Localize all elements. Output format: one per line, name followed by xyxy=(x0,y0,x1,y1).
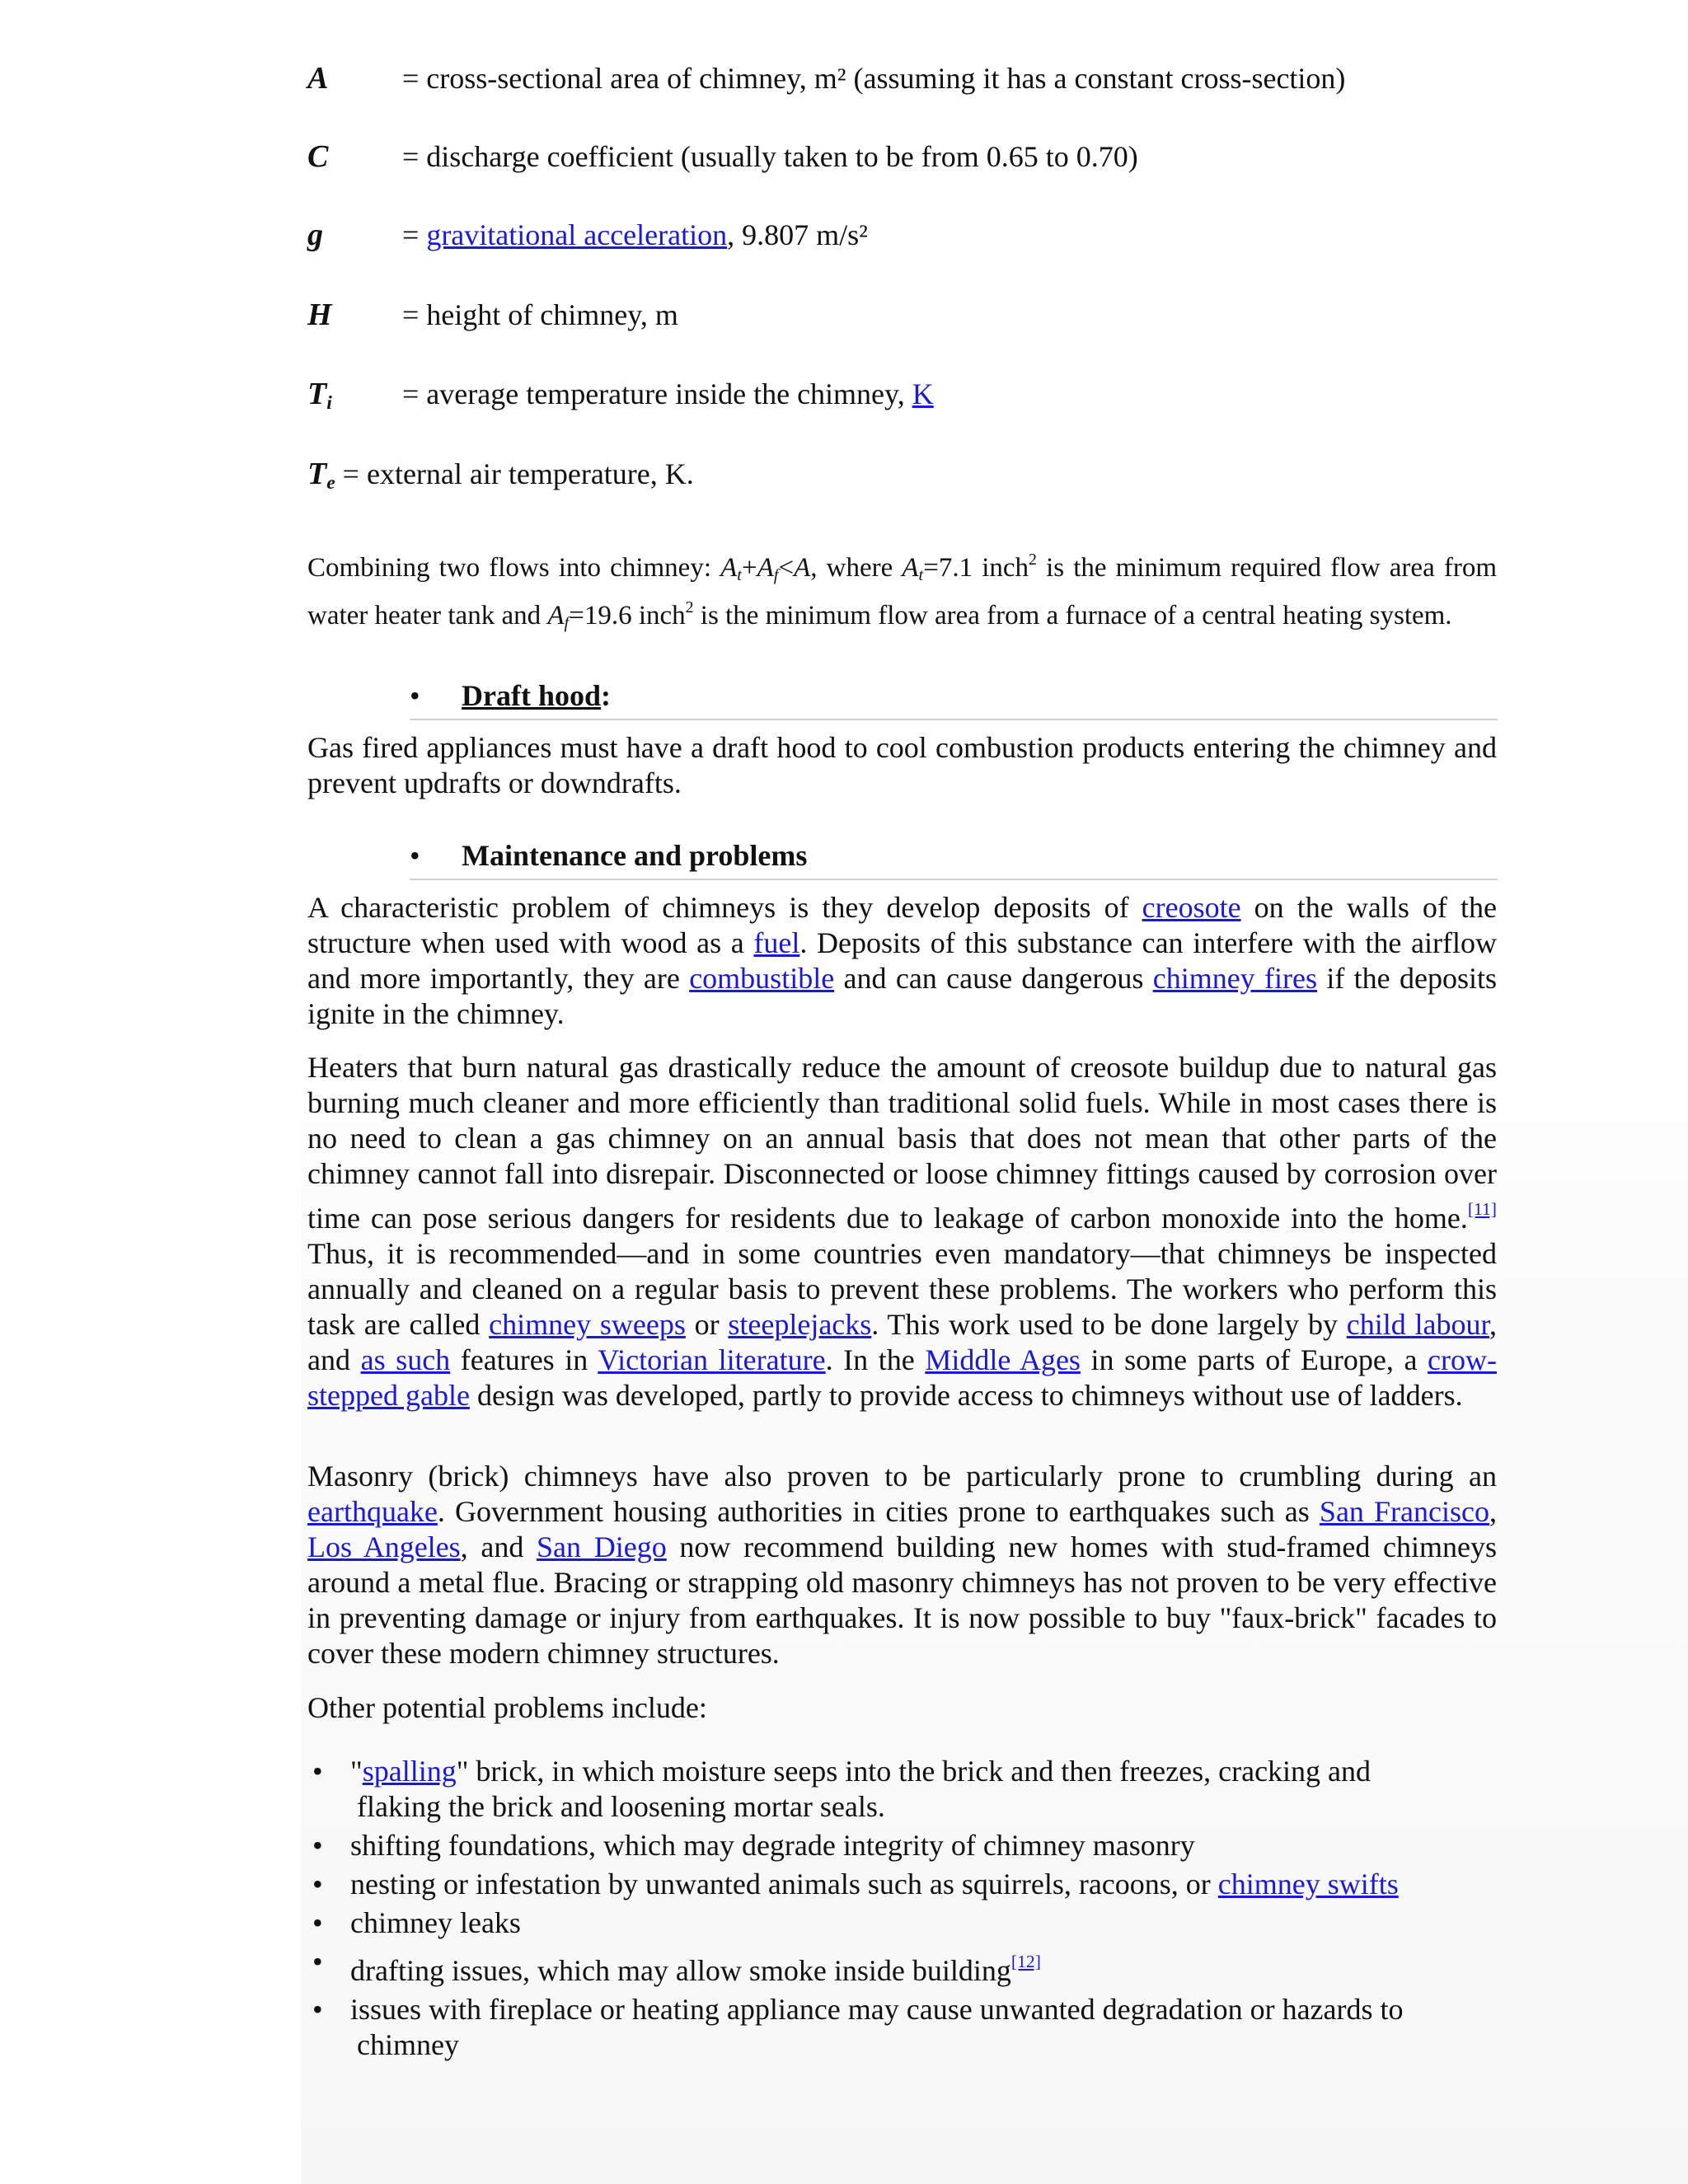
list-item xyxy=(307,1944,1544,1989)
link-fuel[interactable]: fuel xyxy=(753,926,800,959)
list-item xyxy=(307,1754,1544,1825)
draft-hood-heading xyxy=(410,673,1498,720)
symbol-subscript: i xyxy=(326,391,332,414)
text-run: Masonry (brick) chimneys have also proven to be particularly prone to crumbling during an xyxy=(307,1460,1497,1493)
link-los-angeles[interactable]: Los Angeles xyxy=(307,1530,461,1563)
heading-title: Draft hood xyxy=(462,679,601,712)
combining-flows-paragraph xyxy=(307,544,1497,640)
link-earthquake[interactable]: earthquake xyxy=(307,1495,438,1528)
text-run: . Deposits of this substance can interfere with the airflow and more importantly, they are xyxy=(307,926,1497,995)
link-san-diego[interactable]: San Diego xyxy=(537,1530,667,1563)
symbol-C: C xyxy=(307,139,329,174)
list-item xyxy=(307,1828,1544,1863)
text-run: issues with fireplace or heating appliance may cause unwanted degradation or hazards to xyxy=(350,1993,1404,2027)
other-problems-intro: Other potential problems include: xyxy=(307,1691,707,1724)
var-A: A xyxy=(794,552,811,583)
symbol-subscript: e xyxy=(326,471,335,494)
footnote-ref-12[interactable]: [12] xyxy=(1010,1952,1041,1971)
text-run: shifting foundations, which may degrade integrity of chimney masonry xyxy=(350,1829,1195,1862)
text-run: is the minimum required flow area from water heater tank and xyxy=(307,552,1497,630)
text-run: or xyxy=(685,1308,729,1342)
heading-title: Maintenance and problems xyxy=(462,839,808,872)
list-item xyxy=(307,1867,1544,1902)
symbol-letter: T xyxy=(307,457,327,491)
text-run: " brick, in which moisture seeps into the brick and then freezes, cracking and xyxy=(456,1755,1372,1788)
symbol-H: H xyxy=(307,298,332,332)
heading-text xyxy=(462,673,611,719)
symbol-A: A xyxy=(307,61,329,96)
link-kelvin[interactable]: K xyxy=(912,377,934,410)
text-run: nesting or infestation by unwanted animals such as squirrels, racoons, or xyxy=(350,1868,1218,1900)
text-run: , xyxy=(1489,1495,1497,1528)
text-run: . In the xyxy=(825,1343,926,1377)
text-run: . Government housing authorities in cities prone to earthquakes such as xyxy=(437,1495,1320,1528)
list-item xyxy=(307,1992,1544,2063)
problems-list xyxy=(307,1754,1544,2066)
link-middle-ages[interactable]: Middle Ages xyxy=(925,1343,1081,1377)
link-chimney-sweeps[interactable]: chimney sweeps xyxy=(489,1308,686,1342)
definition-prefix: = xyxy=(402,218,427,251)
text-run: features in xyxy=(450,1343,598,1377)
text-run: =19.6 inch xyxy=(569,600,686,630)
link-san-francisco[interactable]: San Francisco xyxy=(1319,1495,1489,1528)
superscript: 2 xyxy=(685,598,694,616)
definition-text xyxy=(402,369,934,419)
text-run: Combining two flows into chimney: xyxy=(307,552,721,583)
symbol-Te xyxy=(307,457,335,494)
var-A: A xyxy=(720,552,738,583)
text-run: =7.1 inch xyxy=(923,552,1029,583)
link-chimney-fires[interactable]: chimney fires xyxy=(1152,962,1317,995)
masonry-paragraph xyxy=(307,1459,1497,1671)
definition-prefix: = average temperature inside the chimney, xyxy=(402,377,912,410)
text-run: chimney xyxy=(357,2028,459,2062)
link-victorian-literature[interactable]: Victorian literature xyxy=(598,1343,826,1377)
sub-t: t xyxy=(918,565,924,584)
creosote-paragraph xyxy=(307,890,1497,1032)
text-run: in some parts of Europe, a xyxy=(1080,1343,1428,1377)
bullet-icon: • xyxy=(410,679,420,712)
var-A: A xyxy=(757,552,774,583)
text-run: " xyxy=(350,1755,363,1788)
op-lt: < xyxy=(778,552,795,583)
link-creosote[interactable]: creosote xyxy=(1142,891,1241,924)
link-spalling[interactable]: spalling xyxy=(362,1755,457,1788)
sub-f: f xyxy=(773,565,779,584)
text-run: Thus, it is recommended—and in some countries even mandatory—that chimneys be inspected annually and cleaned on a regular basis to prevent these problems. The workers who perform this task are called xyxy=(307,1237,1497,1342)
link-as-such[interactable]: as such xyxy=(360,1343,451,1377)
symbol-letter: T xyxy=(307,377,327,411)
link-steeplejacks[interactable]: steeplejacks xyxy=(728,1308,872,1342)
text-run: , and xyxy=(460,1530,537,1563)
definition-text: = external air temperature, K. xyxy=(335,457,694,490)
definition-Te xyxy=(307,449,694,508)
text-run: now recommend building new homes with stud-framed chimneys around a metal flue. Bracing or strapping old masonry chimneys has not proven to be very effective in preventing damage or injury from earthquakes. It is now possible to buy "faux-brick" facades to cover these modern chimney structures. xyxy=(307,1530,1497,1670)
text-run: , and xyxy=(307,1308,1497,1377)
link-chimney-swifts[interactable]: chimney swifts xyxy=(1217,1868,1399,1900)
sub-t: t xyxy=(737,565,742,584)
text-run: , where xyxy=(810,552,903,583)
text-run: . This work used to be done largely by xyxy=(871,1308,1347,1342)
text-run: design was developed, partly to provide access to chimneys without use of ladders. xyxy=(469,1379,1463,1413)
text-run: chimney leaks xyxy=(350,1906,521,1939)
symbol-Ti xyxy=(307,369,332,428)
definition-suffix: , 9.807 m/s² xyxy=(727,218,868,251)
definition-text: = cross-sectional area of chimney, m² (assuming it has a constant cross-section) xyxy=(402,62,1346,95)
definition-text: = height of chimney, m xyxy=(402,298,678,331)
bullet-icon: • xyxy=(410,839,420,872)
draft-hood-paragraph: Gas fired appliances must have a draft hood to cool combustion products entering the chimney and prevent updrafts or downdrafts. xyxy=(307,731,1497,799)
symbol-g: g xyxy=(307,218,323,252)
link-combustible[interactable]: combustible xyxy=(689,962,835,995)
footnote-ref-11[interactable]: [11] xyxy=(1467,1199,1497,1219)
op-plus: + xyxy=(741,552,757,583)
link-crow-stepped-gable[interactable]: crow-stepped gable xyxy=(307,1343,1497,1413)
var-A: A xyxy=(902,552,919,583)
text-run: on the walls of the structure when used with wood as a xyxy=(307,891,1497,959)
text-run: if the deposits ignite in the chimney. xyxy=(307,962,1497,1030)
link-child-labour[interactable]: child labour xyxy=(1346,1308,1489,1342)
heading-colon: : xyxy=(601,679,611,712)
link-gravitational-acceleration[interactable]: gravitational acceleration xyxy=(426,218,728,251)
definition-text xyxy=(402,210,868,260)
sub-f: f xyxy=(564,613,570,632)
var-A: A xyxy=(547,600,565,630)
text-run: A characteristic problem of chimneys is they develop deposits of xyxy=(307,891,1142,924)
text-run: Heaters that burn natural gas drastically reduce the amount of creosote buildup due to natural gas burning much cleaner and more efficiently than traditional solid fuels. While in most cases there is no need to clean a gas chimney on an annual basis that does not mean that other parts of the chimney cannot fall into disrepair. Disconnected or loose chimney fittings caused by corrosion over time can pose serious dangers for residents due to leakage of carbon monoxide into the home. xyxy=(307,1051,1497,1235)
text-run: and can cause dangerous xyxy=(834,962,1153,995)
text-run: flaking the brick and loosening mortar seals. xyxy=(357,1790,885,1823)
text-run: is the minimum flow area from a furnace of a central heating system. xyxy=(693,600,1452,630)
text-run: drafting issues, which may allow smoke inside building xyxy=(350,1954,1011,1988)
list-item xyxy=(307,1905,1544,1941)
gas-heaters-paragraph xyxy=(307,1050,1497,1413)
maintenance-heading xyxy=(410,832,1498,880)
definition-text: = discharge coefficient (usually taken to be from 0.65 to 0.70) xyxy=(402,140,1138,173)
superscript: 2 xyxy=(1029,551,1037,569)
